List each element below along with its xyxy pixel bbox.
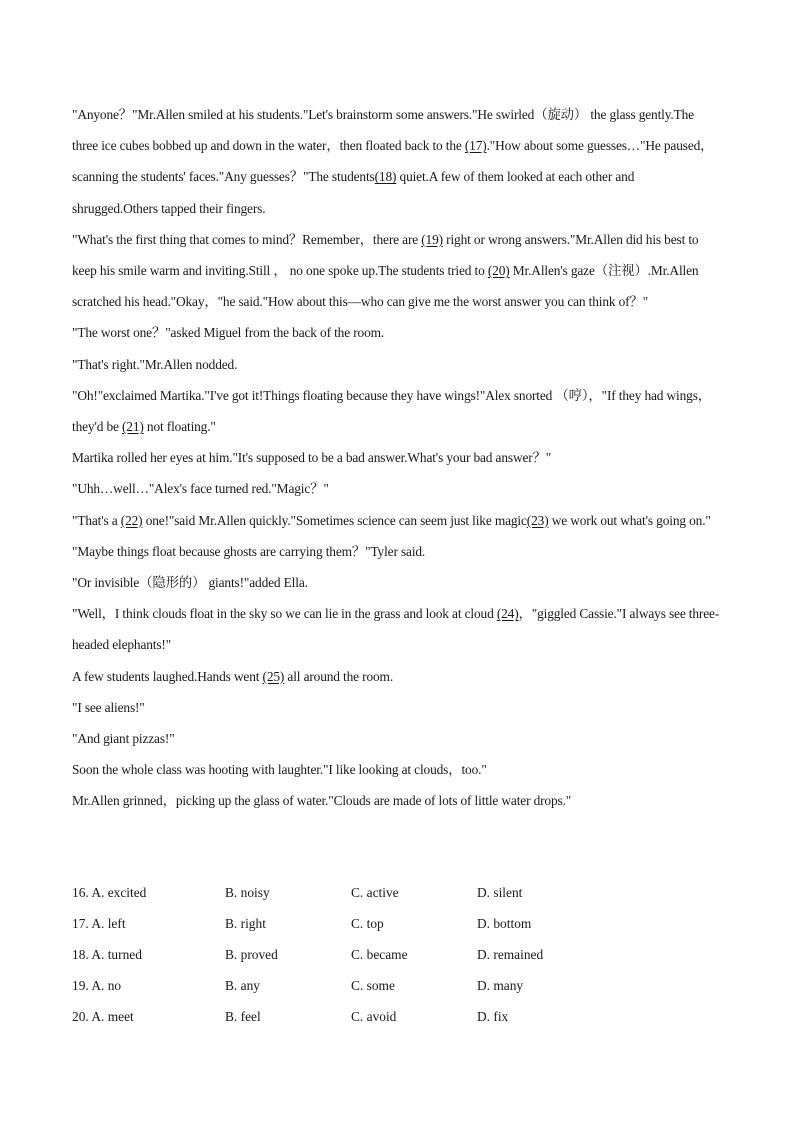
paragraph-7: "Uhh…well…"Alex's face turned red."Magic？": [72, 481, 329, 497]
option-a: 20. A. meet: [72, 1009, 134, 1025]
paragraph-14: "And giant pizzas!": [72, 731, 175, 747]
blank-19: (19): [421, 231, 443, 247]
blank-24: (24): [496, 606, 519, 622]
paragraph-8: "That's a (22) one!"said Mr.Allen quickly."Sometimes science can seem just like magic(23) we work out what's going on.": [72, 512, 711, 528]
blank-17: (17): [464, 138, 487, 154]
option-d: D. remained: [477, 947, 544, 963]
blank-18: (18): [374, 169, 397, 185]
paragraph-5: "Oh!"exclaimed Martika."I've got it!Things floating because they have wings!"Alex snorted （哼），"If they had wings，they'd be (21) not floating.": [72, 387, 712, 435]
blank-23: (23): [526, 512, 549, 528]
paragraph-16: Mr.Allen grinned，picking up the glass of water."Clouds are made of lots of little water drops.": [72, 793, 572, 809]
question-18: [72, 939, 722, 970]
paragraph-13: "I see aliens!": [72, 699, 145, 715]
option-d: D. silent: [477, 885, 523, 900]
paragraph-1: "Anyone？"Mr.Allen smiled at his students."Let's brainstorm some answers."He swirled（旋动） the glass gently.The three ice cubes bobbed up and down in the water，then floated back to the (17)."How about some guesses…"He paused，scanning the students' faces."Any guesses？"The students(18) quiet.A few of them looked at each other and shrugged.Others tapped their fingers.: [72, 107, 714, 216]
paragraph-11: "Well，I think clouds float in the sky so we can lie in the grass and look at cloud (24)，"giggled Cassie."I always see three-headed elephants!": [72, 606, 720, 653]
reading-passage: [72, 99, 722, 817]
option-b: B. proved: [225, 947, 278, 963]
option-a: 19. A. no: [72, 978, 122, 994]
blank-20: (20): [487, 263, 510, 279]
option-c: C. active: [351, 885, 399, 900]
question-16: [72, 877, 722, 908]
blank-22: (22): [120, 512, 143, 528]
option-c: C. avoid: [351, 1009, 397, 1025]
option-c: C. became: [351, 947, 408, 963]
option-d: D. many: [477, 978, 524, 994]
blank-21: (21): [122, 419, 144, 435]
option-a: 17. A. left: [72, 916, 126, 932]
option-b: B. feel: [225, 1009, 261, 1025]
option-c: C. top: [351, 916, 384, 932]
question-20: [72, 1001, 722, 1032]
blank-25: (25): [262, 668, 285, 684]
option-a: 16. A. excited: [72, 885, 147, 900]
option-b: B. any: [225, 978, 260, 994]
paragraph-10: "Or invisible（隐形的） giants!"added Ella.: [72, 575, 308, 591]
paragraph-2: "What's the first thing that comes to mind？Remember，there are (19) right or wrong answers."Mr.Allen did his best to keep his smile warm and inviting.Still ， no one spoke up.The students tried to (20) Mr.Allen's gaze（注视）.Mr.Allen scratched his head."Okay，"he said."How about this—who can give me the worst answer you can think of？": [72, 231, 699, 310]
option-c: C. some: [351, 978, 395, 994]
paragraph-3: "The worst one？"asked Miguel from the back of the room.: [72, 325, 385, 341]
paragraph-12: A few students laughed.Hands went (25) all around the room.: [72, 668, 394, 684]
paragraph-15: Soon the whole class was hooting with laughter."I like looking at clouds，too.": [72, 762, 487, 778]
option-b: B. noisy: [225, 885, 270, 900]
option-d: D. fix: [477, 1009, 509, 1025]
paragraph-6: Martika rolled her eyes at him."It's supposed to be a bad answer.What's your bad answer？": [72, 450, 552, 466]
option-b: B. right: [225, 916, 266, 932]
option-a: 18. A. turned: [72, 947, 142, 963]
question-17: [72, 908, 722, 939]
option-d: D. bottom: [477, 916, 532, 932]
paragraph-9: "Maybe things float because ghosts are carrying them？"Tyler said.: [72, 543, 426, 559]
question-19: [72, 970, 722, 1001]
answer-options: [72, 877, 722, 1032]
paragraph-4: "That's right."Mr.Allen nodded.: [72, 356, 238, 372]
